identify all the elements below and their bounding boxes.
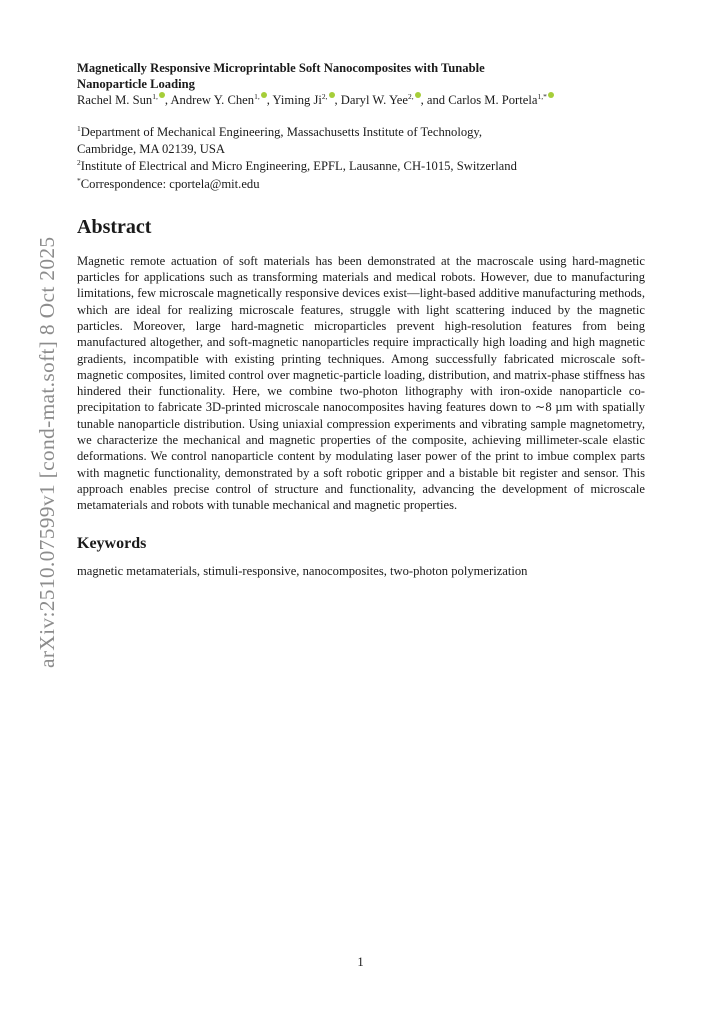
affiliation-line <box>77 141 645 158</box>
keywords-heading: Keywords <box>77 534 147 552</box>
author-separator: , <box>164 93 171 107</box>
author-name: Carlos M. Portela <box>448 93 538 107</box>
paper-content <box>77 60 645 591</box>
affiliation-line <box>77 158 645 175</box>
paper-title-line-2: Nanoparticle Loading <box>77 77 195 91</box>
affiliation-mark: 2 <box>77 158 81 168</box>
author-name: Yiming Ji <box>272 93 322 107</box>
author-name: Daryl W. Yee <box>340 93 408 107</box>
affiliation-line <box>77 176 645 193</box>
page-number: 1 <box>357 955 364 969</box>
affiliation-list <box>77 124 645 193</box>
author-separator: , <box>334 93 341 107</box>
correspondence-email[interactable]: Correspondence: cportela@mit.edu <box>80 176 260 191</box>
paper-title <box>77 60 645 92</box>
affiliation-text: Department of Mechanical Engineering, Massachusetts Institute of Technology, <box>80 125 483 139</box>
keywords-text: magnetic metamaterials, stimuli-responsive, nanocomposites, two-photon polymerization <box>77 563 528 578</box>
affiliation-text: Cambridge, MA 02139, USA <box>77 142 225 157</box>
author-list <box>77 92 645 109</box>
abstract-text: Magnetic remote actuation of soft materials has been demonstrated at the macroscale using hard-magnetic particles for applications such as transforming materials and medical robots. However, due to manufacturing limitations, few microscale magnetically responsive devices exist—light-based additive manufacturing methods, which are ideal for realizing microscale features, struggle with light scattering induced by the magnetic particles. Moreover, large hard-magnetic microparticles prevent high-resolution features from being manufactured altogether, and soft-magnetic nanoparticles require impractically high loading and high magnetic gradients, incompatible with existing printing techniques. Among successfully fabricated microscale soft-magnetic composites, limited control over magnetic-particle loading, distribution, and matrix-phase stiffness has hindered their functionality. Here, we combine two-photon lithography with iron-oxide nanoparticle co-precipitation to fabricate 3D-printed microscale nanocomposites having features down to ∼8 µm with spatially tunable nanoparticle distribution. Using uniaxial compression experiments and vibrating sample magnetometry, we characterize the mechanical and magnetic properties of the composite, achieving millimeter-scale elastic deformations. We control nanoparticle content by modulating laser power of the print to imbue complex parts with magnetic functionality, demonstrated by a soft robotic gripper and a bistable bit register and sensor. This approach enables precise control of structure and functionality, advancing the development of microscale metamaterials and robots with tunable mechanical and magnetic properties. <box>77 253 645 513</box>
arxiv-stamp: arXiv:2510.07599v1 [cond-mat.soft] 8 Oct 2025 <box>35 236 59 668</box>
author-name: Rachel M. Sun <box>77 93 153 107</box>
author-separator: , <box>266 93 273 107</box>
affiliation-text: Institute of Electrical and Micro Engineering, EPFL, Lausanne, CH-1015, Switzerland <box>80 159 517 174</box>
author-affiliation-mark: 1, <box>254 92 260 101</box>
affiliation-mark: * <box>77 175 81 185</box>
author-name: Andrew Y. Chen <box>170 93 255 107</box>
paper-title-line-1: Magnetically Responsive Microprintable Soft Nanocomposites with Tunable <box>77 61 485 75</box>
orcid-icon[interactable] <box>548 92 554 98</box>
author-affiliation-mark: 1,* <box>537 92 547 101</box>
abstract-heading: Abstract <box>77 215 152 238</box>
affiliation-line <box>77 124 645 141</box>
author-separator: , and <box>420 93 449 107</box>
author-affiliation-mark: 2, <box>321 92 328 101</box>
author-affiliation-mark: 1, <box>152 92 158 101</box>
affiliation-mark: 1 <box>77 124 81 133</box>
author-affiliation-mark: 2, <box>407 92 414 101</box>
